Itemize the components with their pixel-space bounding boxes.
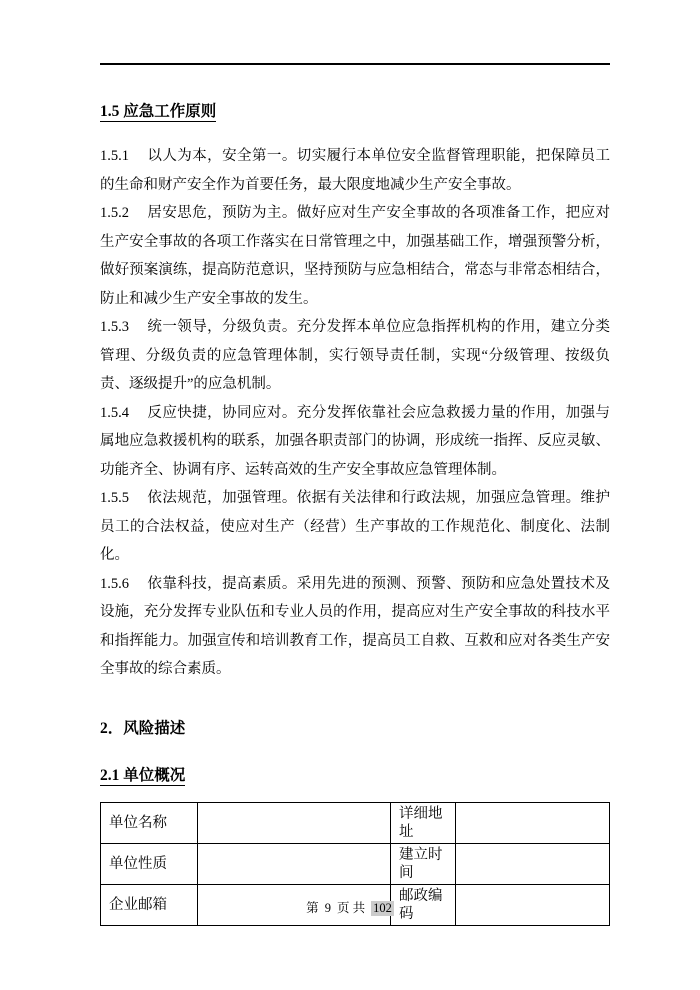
footer-total-pages: 102 [373, 901, 392, 915]
paragraph-1-5-1 [100, 142, 610, 199]
paragraph-number: 1.5.1 [100, 148, 129, 164]
table-cell-label-unit-name: 单位名称 [101, 802, 198, 843]
paragraph-text: 依法规范，加强管理。依据有关法律和行政法规，加强应急管理。维护员工的合法权益，使应对生产（经营）生产事故的工作规范化、制度化、法制化。 [100, 490, 610, 563]
table-cell-label-address: 详细地址 [391, 802, 456, 843]
paragraph-1-5-5 [100, 484, 610, 570]
paragraph-text: 统一领导，分级负责。充分发挥本单位应急指挥机构的作用，建立分类管理、分级负责的应急管理体制，实行领导责任制，实现“分级管理、按级负责、逐级提升”的应急机制。 [100, 319, 610, 392]
table-cell-label-postcode: 邮政编码 [391, 884, 456, 925]
paragraph-1-5-2 [100, 199, 610, 313]
body-paragraphs [100, 142, 610, 684]
header-rule [100, 63, 610, 65]
paragraph-text: 反应快捷，协同应对。充分发挥依靠社会应急救援力量的作用，加强与属地应急救援机构的联系，加强各职责部门的协调，形成统一指挥、反应灵敏、功能齐全、协调有序、运转高效的生产安全事故应急管理体制。 [100, 404, 610, 478]
page-footer [0, 898, 700, 916]
table-cell-label-email: 企业邮箱 [101, 884, 198, 925]
paragraph-text: 以人为本，安全第一。切实履行本单位安全监督管理职能，把保障员工的生命和财产安全作为首要任务，最大限度地减少生产安全事故。 [100, 148, 610, 193]
paragraph-1-5-4 [100, 399, 610, 485]
paragraph-number: 1.5.2 [100, 205, 129, 221]
paragraph-1-5-6 [100, 570, 610, 684]
paragraph-text: 居安思危，预防为主。做好应对生产安全事故的各项准备工作，把应对生产安全事故的各项工作落实在日常管理之中，加强基础工作，增强预警分析，做好预案演练，提高防范意识，坚持预防与应急相结合，常态与非常态相结合，防止和减少生产安全事故的发生。 [100, 205, 610, 307]
table-row [101, 802, 610, 843]
table-row [101, 843, 610, 884]
section-heading-1-5 [100, 101, 610, 122]
table-cell-value-unit-type[interactable] [198, 843, 391, 884]
paragraph-number: 1.5.4 [100, 404, 129, 421]
paragraph-number: 1.5.3 [100, 319, 129, 335]
footer-text: 页 共 [336, 901, 366, 915]
paragraph-number: 1.5.5 [100, 490, 129, 506]
paragraph-text: 依靠科技，提高素质。采用先进的预测、预警、预防和应急处置技术及设施，充分发挥专业队伍和专业人员的作用，提高应对生产安全事故的科技水平和指挥能力。加强宣传和培训教育工作，提高员工自救、互救和应对各类生产安全事故的综合素质。 [100, 575, 610, 677]
table-cell-value-founded[interactable] [456, 843, 610, 884]
paragraph-1-5-3 [100, 313, 610, 399]
section-heading-2-1 [100, 765, 610, 786]
section-heading-1-5-text: 1.5 应急工作原则 [100, 103, 217, 120]
footer-page-number: 9 [324, 901, 331, 915]
section-heading-2: 2．风险描述 [100, 719, 186, 737]
table-cell-value-unit-name[interactable] [198, 802, 391, 843]
footer-text: 第 [306, 901, 319, 915]
paragraph-number: 1.5.6 [100, 575, 129, 592]
section-heading-2-1-text: 2.1 单位概况 [100, 766, 186, 784]
table-cell-value-address[interactable] [456, 802, 610, 843]
table-cell-label-founded: 建立时间 [391, 843, 456, 884]
table-cell-label-unit-type: 单位性质 [101, 843, 198, 884]
